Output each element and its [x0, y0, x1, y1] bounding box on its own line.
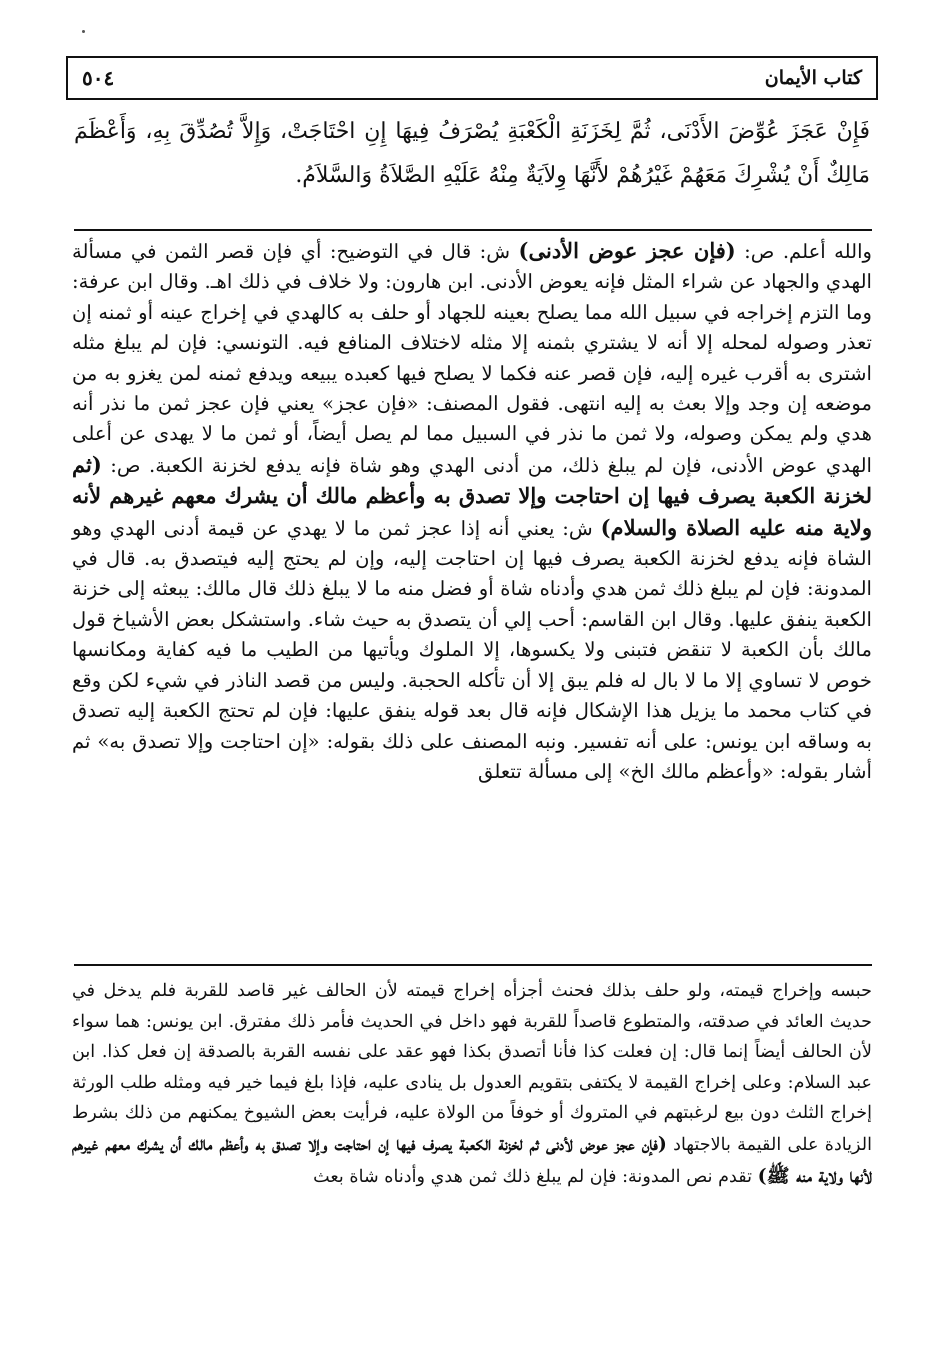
footnote-block	[72, 976, 872, 1192]
footnote-paragraph	[72, 976, 872, 1192]
commentary-bold-1: (فإن عجز عوض الأدنى)	[518, 238, 736, 263]
commentary-text-2: ش: قال في التوضيح: أي فإن قصر الثمن في مسألة الهدي والجهاد عن شراء المثل فإنه يعوض الأدنى. ابن هارون: ولا خلاف في ذلك اهـ. وقال ابن عرفة: وما التزم إخراجه في سبيل الله مما يصلح بعينه للجهاد أو حلف به كالهدي في إخراج عينه أو ثمنه إن تعذر وصوله لمحله إلا أنه لا يشتري بثمنه إلا مثله لاختلاف المنافع فيه. التونسي: فإن لم يبلغ مثله اشترى به أقرب غيره إليه، فإن قصر عنه فكما لا يصلح فيها كعبده يبيعه ويدفع ثمنه لمن يغزو به من موضعه إن وجد وإلا بعث به إليه انتهى. فقول المصنف: «فإن عجز» يعني فإن عجز ثمن ما نذر أنه هدي ولم يمكن وصوله، ولا ثمن ما نذر في السبيل مما لم يصل أيضاً، أو ثمن ما لا يهدى عن أعلى الهدي عوض الأدنى، فإن لم يبلغ ذلك، من أدنى الهدي وهو شاة فإنه يدفع لخزنة الكعبة. ص:	[72, 240, 872, 477]
page-header	[66, 56, 878, 100]
footnote-text-2: تقدم نص المدونة: فإن لم يبلغ ذلك ثمن هدي وأدناه شاة بعث	[313, 1166, 758, 1187]
footnote-text-1: حبسه وإخراج قيمته، ولو حلف بذلك فحنث أجزأه إخراج قيمته لأن الحالف غير قاصد للقربة فلم يدخل في حديث العائد في صدقته، والمتطوع قاصداً للقربة فهو داخل في الحديث فأمر ذلك مفترق. ابن يونس: هما سواء لأن الحالف أيضاً إنما قال: إن فعلت كذا فأنا أتصدق بكذا فهو عقد على نفسه القربة بالصدقة إن فعل كذا. ابن عبد السلام: وعلى إخراج القيمة لا يكتفى بتقويم العدول بل ينادى عليه، فإذا بلغ فيما خير فيه ومثله طلب الورثة إخراج الثلث دون بيع لرغبتهم في المتروك أو خوفاً من الولاة عليه، فرأيت بعض الشيوخ يمكنهم من ذلك بشرط الزيادة على القيمة بالاجتهاد	[72, 981, 872, 1155]
separator-rule-top	[74, 229, 872, 231]
commentary-bold-2: (ثم لخزنة الكعبة يصرف فيها إن احتاجت وإلا تصدق به وأعظم مالك أن يشرك معهم غيرهم لأنه ولاية منه عليه الصلاة والسلام)	[72, 451, 872, 540]
page-number: ٥٠٤	[82, 66, 115, 90]
book-title: كتاب الأيمان	[764, 67, 862, 89]
commentary-block	[72, 236, 872, 787]
main-text-quote	[74, 110, 870, 198]
footnote-bold-1: (فإن عجز عوض لأدنى ثم لخزنة الكعبة يصرف فيها إن احتاجت وإلا تصدق به وأعظم مالك أن يشرك معهم غيرهم لأنها ولاية منه ﷺ)	[72, 1132, 872, 1187]
scan-speck	[82, 30, 85, 33]
commentary-text-1: والله أعلم. ص:	[735, 240, 872, 263]
commentary-text-3: ش: يعني أنه إذا عجز ثمن ما لا يهدي عن قيمة أدنى الهدي وهو الشاة فإنه يدفع لخزنة الكعبة يصرف فيها إن احتاجت إليه، وإن لم يحتج إليه فيتصدق به. قال في المدونة: فإن لم يبلغ ذلك ثمن هدي وأدناه شاة أو فضل منه ما لا يبلغ ذلك قال مالك: يبعثه إلى خزنة الكعبة ينفق عليها. وقال ابن القاسم: أحب إلي أن يتصدق به حيث شاء. واستشكل بعض الأشياخ قول مالك بأن الكعبة لا تنقض فتبنى ولا يكسوها، إلا الملوك ويأتيها من الطيب ما فيه كفاية ومكانسها خوص لا تساوي إلا ما لا بال له فلم يبق إلا أن تأكله الحجبة. وليس من قصد الناذر في شيء لكن وقع في كتاب محمد ما يزيل هذا الإشكال فإنه قال بعد قوله ينفق عليها: فإن لم تحتج الكعبة إليه تصدق به وساقه ابن يونس: على أنه تفسير. ونبه المصنف على ذلك بقوله: «إن احتاجت وإلا تصدق به» ثم أشار بقوله: «وأعظم مالك الخ» إلى مسألة تتعلق	[72, 516, 872, 783]
quote-text: فَإِنْ عَجَزَ عُوِّضَ الأَدْنَى، ثُمَّ لِخَزَنَةِ الْكَعْبَةِ يُصْرَفُ فِيهَا إِنِ احْتَاجَتْ، وَإِلاَّ تُصُدِّقَ بِهِ، وَأَعْظَمَ مَالِكٌ أَنْ يُشْرِكَ مَعَهُمْ غَيْرُهُمْ لأَنَّهَا وِلاَيَةٌ مِنْهُ عَلَيْهِ الصَّلاَةُ وَالسَّلاَمُ.	[74, 119, 870, 188]
separator-rule-footnote	[74, 964, 872, 966]
commentary-paragraph	[72, 236, 872, 787]
